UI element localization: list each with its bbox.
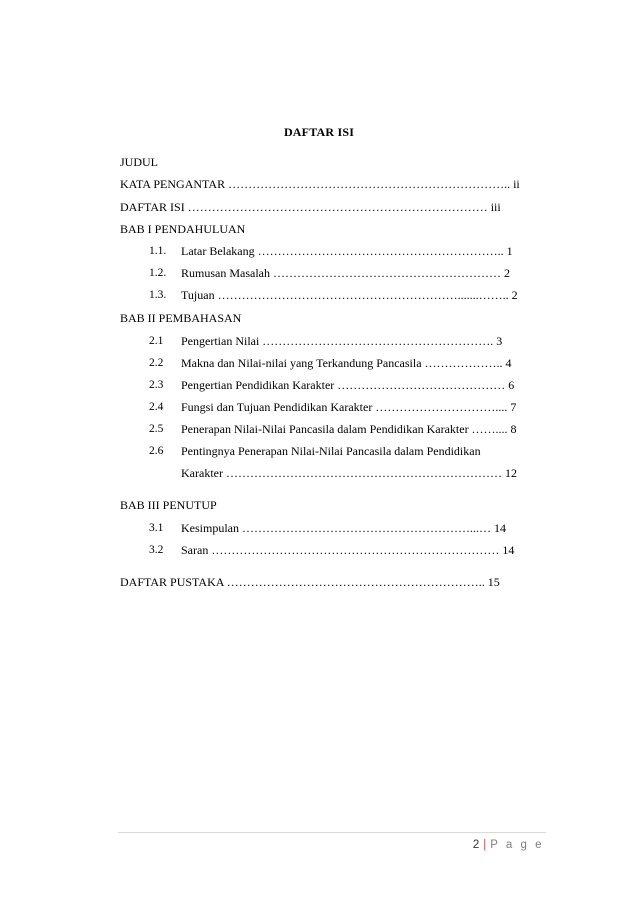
footer-divider: [118, 832, 546, 833]
toc-entry-number: 1.1.: [149, 245, 167, 257]
toc-entry-tujuan: Tujuan …………………………………………………….......…….. 2: [181, 288, 518, 302]
toc-entry-fungsi-tujuan: Fungsi dan Tujuan Pendidikan Karakter ………………………….... 7: [181, 400, 517, 414]
toc-entry-daftar-pustaka: DAFTAR PUSTAKA ……………………………………………………….. 15: [120, 575, 500, 589]
toc-entry-rumusan-masalah: Rumusan Masalah ………………………………………………… 2: [181, 266, 510, 280]
toc-entry-judul: JUDUL: [120, 155, 158, 169]
toc-entry-makna-nilai: Makna dan Nilai-nilai yang Terkandung Pancasila ……………….. 4: [181, 356, 512, 370]
toc-entry-latar-belakang: Latar Belakang …………………………………………………….. 1: [181, 244, 513, 258]
page-number: 2: [472, 839, 480, 851]
toc-entry-pengertian-pendidikan: Pengertian Pendidikan Karakter …………………………………… 6: [181, 378, 515, 392]
toc-entry-number: 2.6: [149, 445, 164, 457]
toc-entry-pentingnya-penerapan-cont: Karakter …………………………………………………………… 12: [181, 466, 517, 480]
toc-entry-number: 3.2: [149, 544, 164, 556]
toc-entry-number: 2.2: [149, 357, 164, 369]
toc-entry-kata-pengantar: KATA PENGANTAR …………………………………………………………….. ii: [120, 177, 520, 191]
toc-entry-number: 1.2.: [149, 267, 167, 279]
toc-entry-bab-3: BAB III PENUTUP: [120, 498, 217, 512]
toc-entry-number: 1.3.: [149, 289, 167, 301]
toc-entry-penerapan-nilai: Penerapan Nilai-Nilai Pancasila dalam Pendidikan Karakter …….... 8: [181, 422, 517, 436]
toc-entry-pentingnya-penerapan: Pentingnya Penerapan Nilai-Nilai Pancasila dalam Pendidikan: [181, 444, 481, 458]
toc-entry-bab-2: BAB II PEMBAHASAN: [120, 311, 242, 325]
toc-entry-saran: Saran ……………………………………………………………… 14: [181, 543, 515, 557]
page-footer: [473, 839, 544, 851]
toc-entry-number: 2.5: [149, 423, 164, 435]
toc-entry-kesimpulan: Kesimpulan …………………………………………………...… 14: [181, 521, 506, 535]
toc-entry-pengertian-nilai: Pengertian Nilai …………………………………………………. 3: [181, 334, 503, 348]
toc-title: DAFTAR ISI: [283, 125, 355, 139]
page-label: P a g e: [490, 839, 544, 851]
footer-separator: |: [483, 839, 487, 851]
toc-entry-number: 2.1: [149, 335, 164, 347]
toc-entry-number: 2.4: [149, 401, 164, 413]
toc-entry-number: 2.3: [149, 379, 164, 391]
toc-entry-bab-1: BAB I PENDAHULUAN: [120, 222, 246, 236]
toc-entry-daftar-isi: DAFTAR ISI ………………………………………………………………… iii: [120, 200, 501, 214]
toc-entry-number: 3.1: [149, 522, 164, 534]
